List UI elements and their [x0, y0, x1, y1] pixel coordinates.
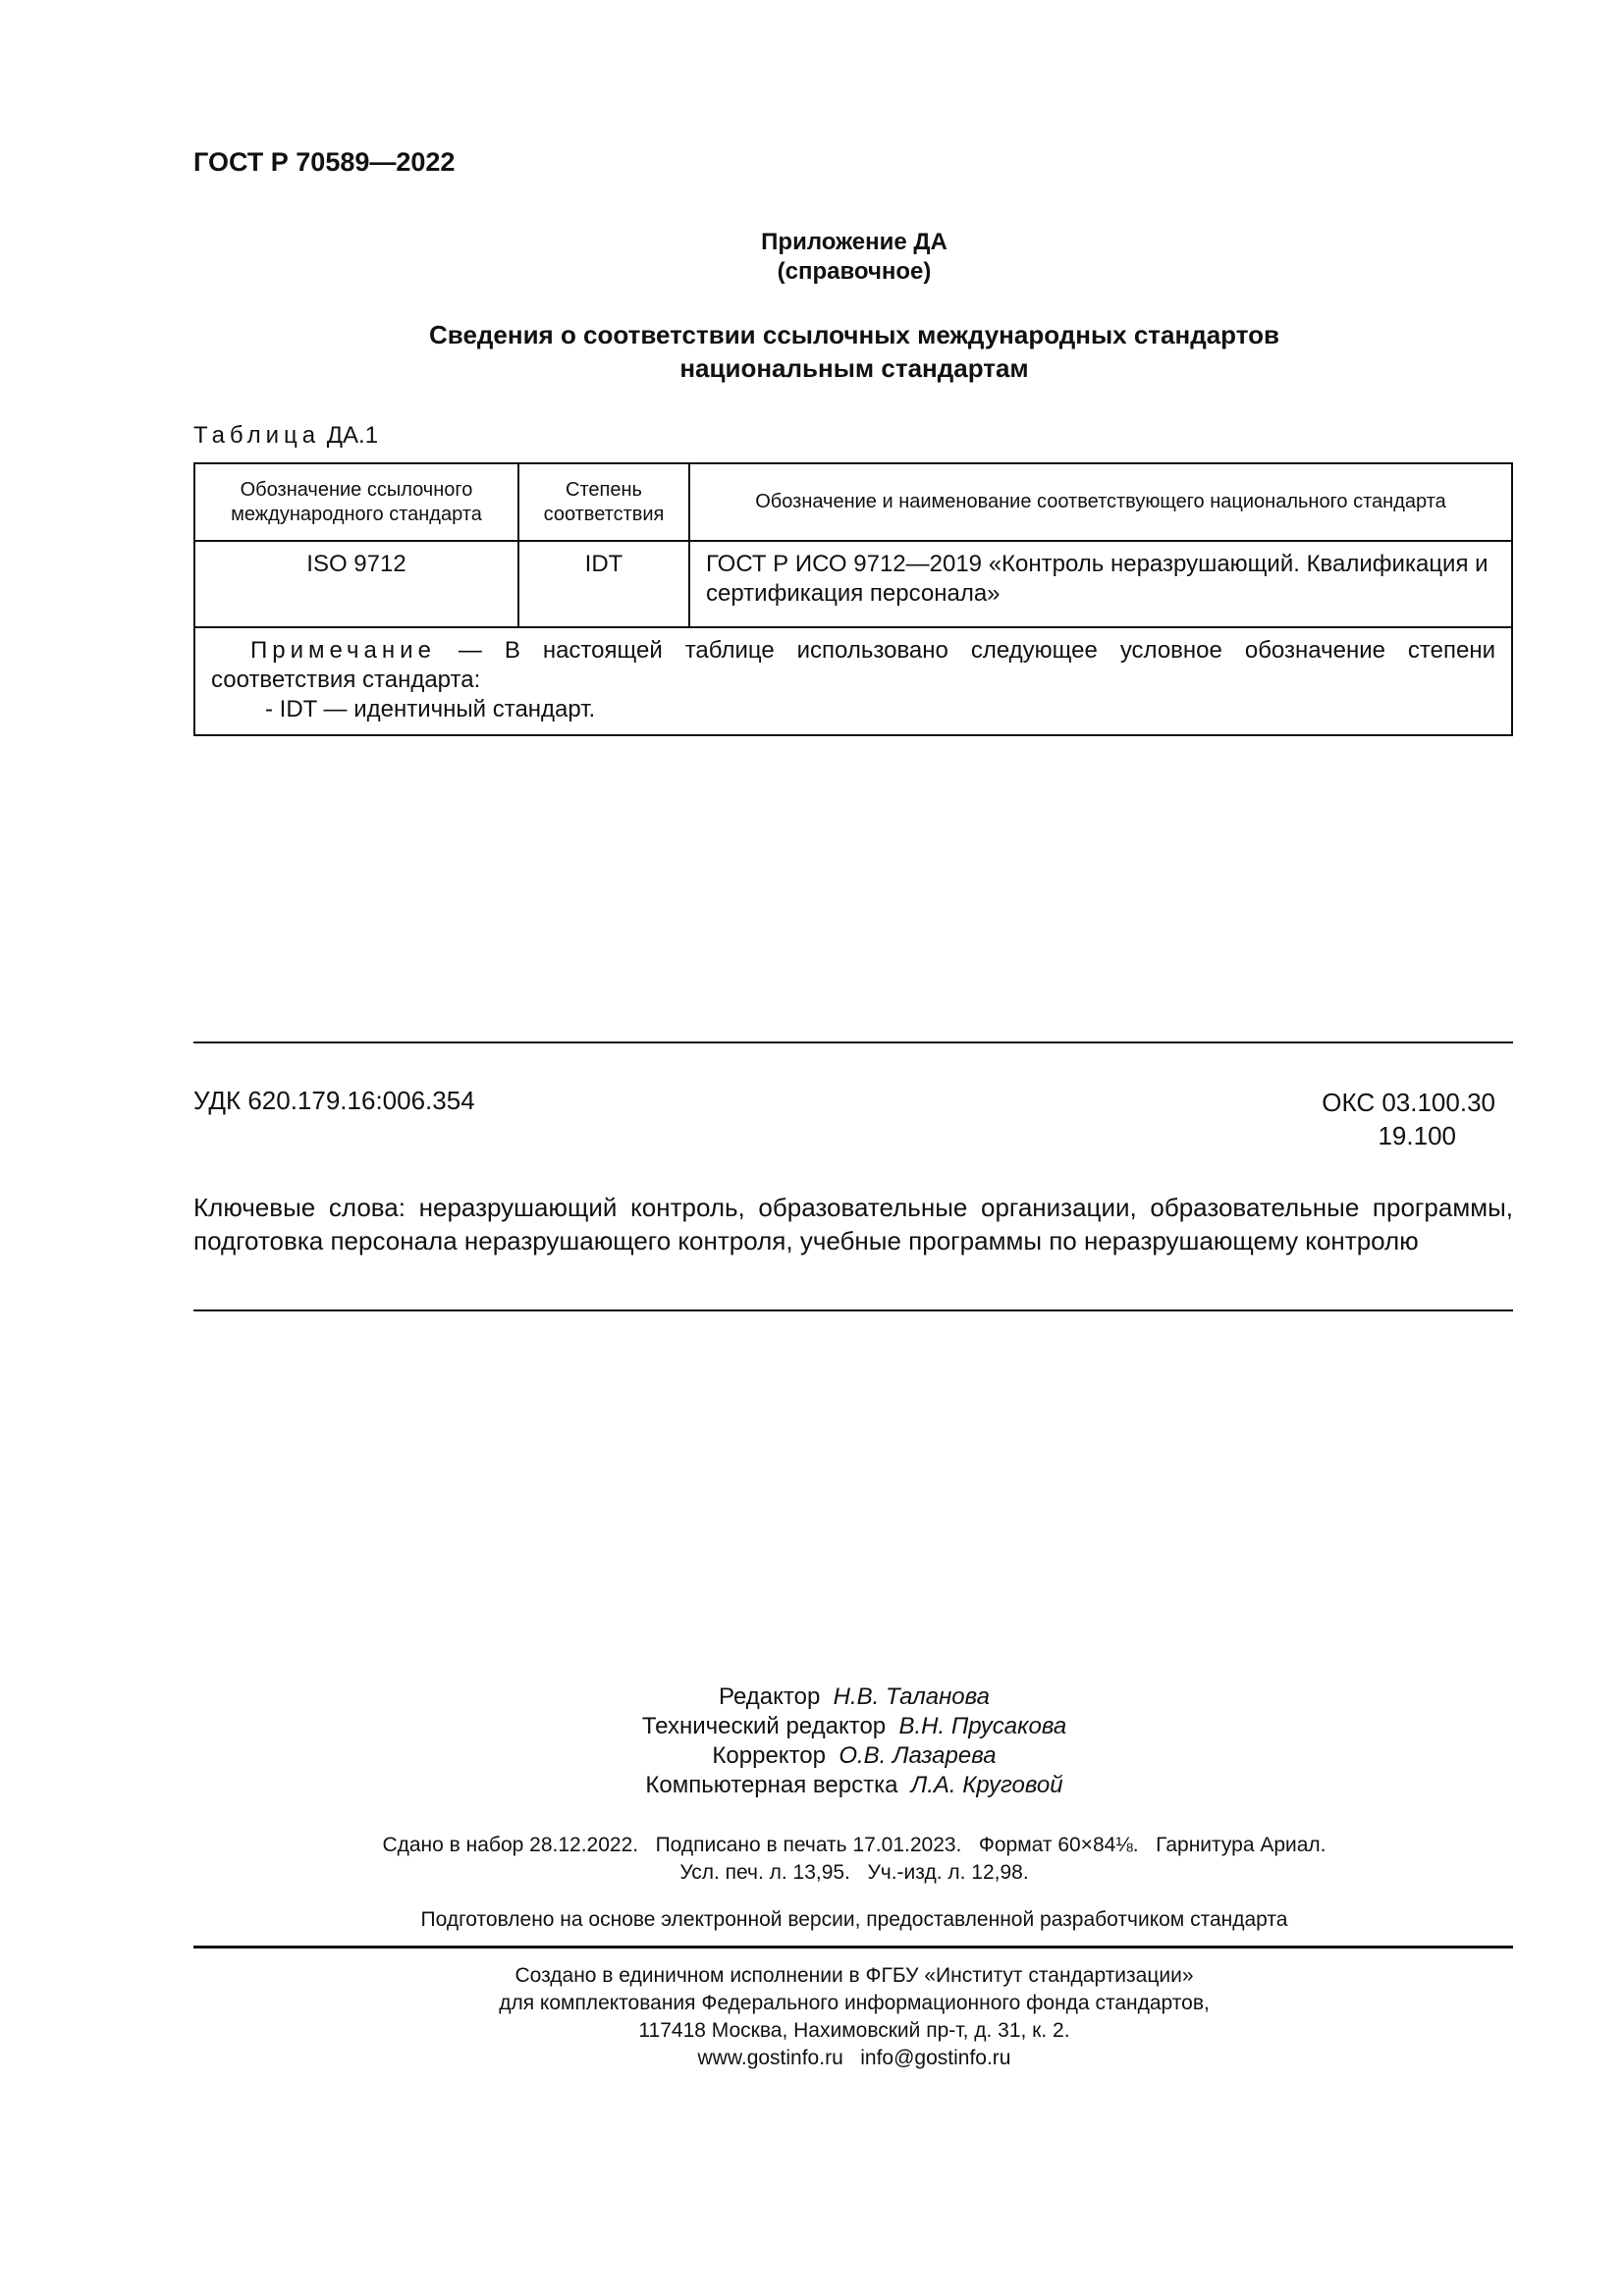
- note-label: Примечание: [250, 637, 436, 664]
- publisher-line-1: Создано в единичном исполнении в ФГБУ «Институт стандартизации»: [514, 1964, 1194, 1987]
- document-code: ГОСТ Р 70589—2022: [193, 147, 456, 177]
- table-note-row: [194, 627, 1512, 735]
- credit-role: Корректор: [712, 1742, 826, 1769]
- annex-heading: [0, 318, 1624, 385]
- cell-degree: IDT: [518, 541, 689, 627]
- credit-name: О.В. Лазарева: [839, 1742, 997, 1769]
- credit-name: Л.А. Круговой: [910, 1772, 1063, 1798]
- note-item: - IDT — идентичный стандарт.: [265, 696, 596, 722]
- annex-title: [0, 228, 1624, 287]
- cell-international-standard: ISO 9712: [194, 541, 518, 627]
- credit-layout: [0, 1771, 1624, 1800]
- divider-top: [193, 1041, 1513, 1043]
- oks-line-1: ОКС 03.100.30: [1322, 1088, 1495, 1117]
- credit-role: Редактор: [719, 1683, 821, 1710]
- table-header-row: [194, 463, 1512, 541]
- cell-national-standard: ГОСТ Р ИСО 9712—2019 «Контроль неразрушающий. Квалификация и сертификация персонала»: [689, 541, 1512, 627]
- publisher-contacts: www.gostinfo.ru info@gostinfo.ru: [697, 2047, 1011, 2069]
- credit-name: Н.В. Таланова: [833, 1683, 990, 1710]
- table-caption-number: ДА.1: [326, 422, 379, 449]
- publisher-line-3: 117418 Москва, Нахимовский пр-т, д. 31, к. 2.: [638, 2019, 1070, 2042]
- header-degree: Степень соответствия: [518, 463, 689, 541]
- keywords: Ключевые слова: неразрушающий контроль, образовательные организации, образовательные программы, подготовка персонала неразрушающего контроля, учебные программы по неразрушающему контролю: [193, 1193, 1513, 1255]
- credit-role: Компьютерная верстка: [645, 1772, 898, 1798]
- credit-editor: [0, 1682, 1624, 1712]
- credit-name: В.Н. Прусакова: [898, 1713, 1067, 1739]
- credit-technical-editor: [0, 1712, 1624, 1741]
- print-info: [0, 1832, 1624, 1887]
- table-row: [194, 541, 1512, 627]
- table-caption: [193, 422, 378, 450]
- publisher-info: [0, 1962, 1624, 2072]
- header-national-standard: Обозначение и наименование соответствующего национального стандарта: [689, 463, 1512, 541]
- credit-proofreader: [0, 1741, 1624, 1771]
- annex-heading-line-1: Сведения о соответствии ссылочных международных стандартов: [429, 320, 1279, 349]
- annex-label: Приложение ДА: [761, 229, 947, 255]
- prepared-note: Подготовлено на основе электронной версии, предоставленной разработчиком стандарта: [420, 1908, 1288, 1931]
- divider-keywords: [193, 1309, 1513, 1311]
- credit-role: Технический редактор: [641, 1713, 887, 1739]
- print-info-line-1: Сдано в набор 28.12.2022. Подписано в печать 17.01.2023. Формат 60×84⅛. Гарнитура Ариал.: [382, 1834, 1326, 1856]
- correspondence-table: [193, 462, 1513, 736]
- annex-heading-line-2: национальным стандартам: [679, 353, 1029, 383]
- table-note: [194, 627, 1512, 735]
- udc-code: УДК 620.179.16:006.354: [193, 1086, 475, 1115]
- oks-line-2: 19.100: [1378, 1121, 1456, 1150]
- divider-bottom: [193, 1946, 1513, 1949]
- credits: [0, 1682, 1624, 1800]
- note-text: — В настоящей таблице использовано следующее условное обозначение степени соответствия стандарта:: [211, 637, 1495, 693]
- header-international-standard: Обозначение ссылочного международного стандарта: [194, 463, 518, 541]
- annex-status: (справочное): [777, 258, 932, 285]
- table-caption-word: Таблица: [193, 422, 321, 449]
- publisher-line-2: для комплектования Федерального информационного фонда стандартов,: [499, 1992, 1210, 2014]
- print-info-line-2: Усл. печ. л. 13,95. Уч.-изд. л. 12,98.: [679, 1861, 1029, 1884]
- oks-code: [1322, 1086, 1495, 1152]
